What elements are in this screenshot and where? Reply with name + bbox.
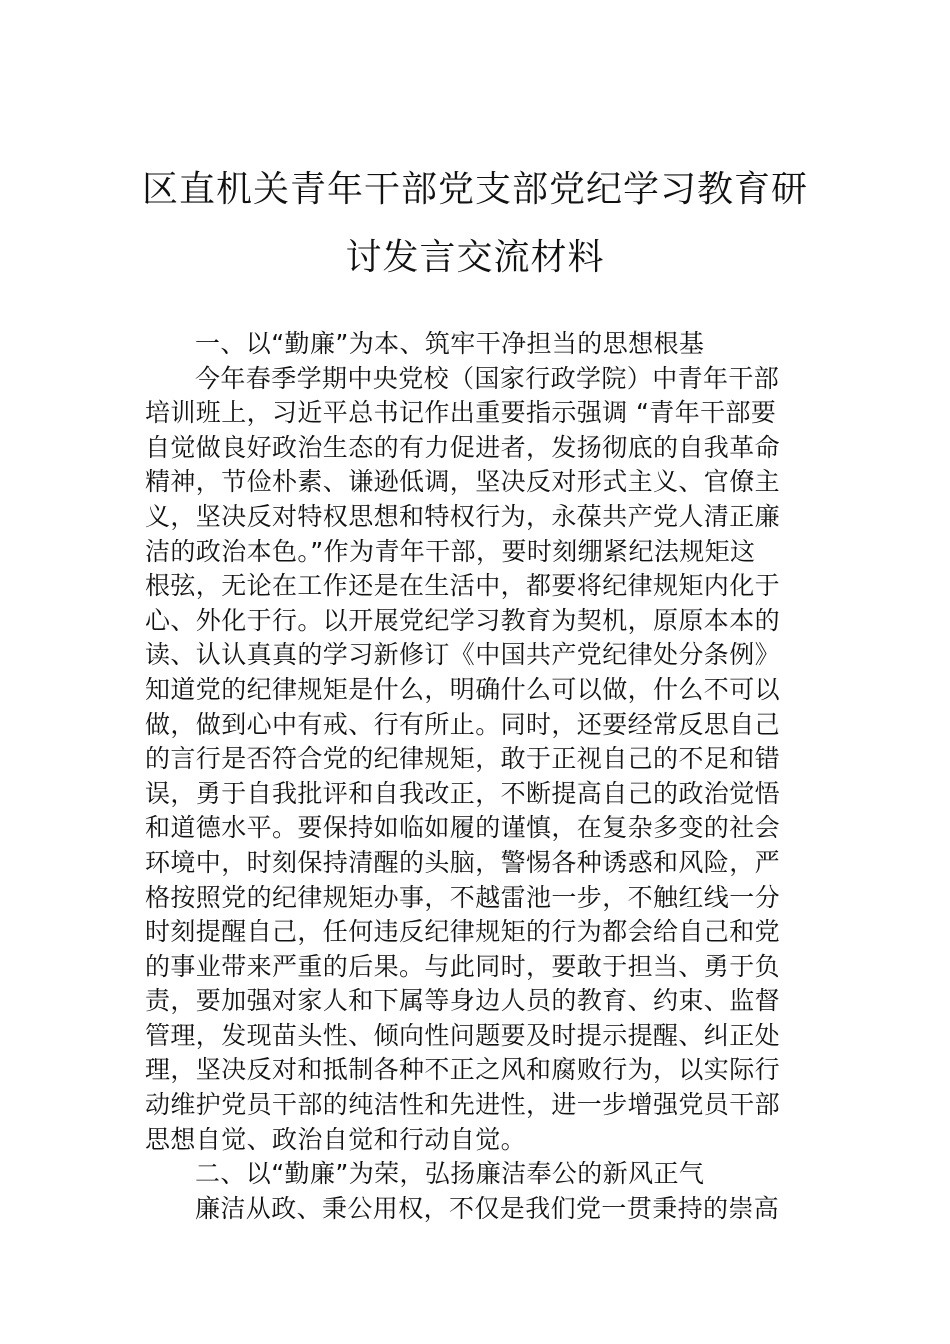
text-line: 时刻提醒自己，任何违反纪律规矩的行为都会给自己和党 bbox=[145, 917, 781, 947]
text-line: 理，坚决反对和抵制各种不正之风和腐败行为，以实际行 bbox=[145, 1055, 781, 1085]
text-line: 知道党的纪律规矩是什么，明确什么可以做，什么不可以 bbox=[145, 674, 781, 704]
document-body bbox=[145, 327, 815, 1226]
text-line: 一、以“勤廉”为本、筑牢干净担当的思想根基 bbox=[195, 329, 705, 358]
text-line: 心、外化于行。以开展党纪学习教育为契机，原原本本的 bbox=[145, 605, 781, 635]
text-line: 动维护党员干部的纯洁性和先进性，进一步增强党员干部 bbox=[145, 1090, 781, 1120]
text-line: 环境中，时刻保持清醒的头脑，警惕各种诱惑和风险，严 bbox=[145, 847, 781, 877]
text-line: 廉洁从政、秉公用权，不仅是我们党一贯秉持的崇高 bbox=[195, 1193, 780, 1223]
text-line: 培训班上，习近平总书记作出重要指示强调 “青年干部要 bbox=[145, 398, 777, 428]
text-line: 义，坚决反对特权思想和特权行为，永葆共产党人清正廉 bbox=[145, 501, 781, 531]
text-line: 责，要加强对家人和下属等身边人员的教育、约束、监督 bbox=[145, 986, 781, 1016]
text-line: 的言行是否符合党的纪律规矩，敢于正视自己的不足和错 bbox=[145, 744, 781, 774]
text-line: 精神，节俭朴素、谦逊低调，坚决反对形式主义、官僚主 bbox=[145, 467, 781, 497]
text-line: 管理，发现苗头性、倾向性问题要及时提示提醒、纠正处 bbox=[145, 1020, 781, 1050]
text-line: 根弦，无论在工作还是在生活中，都要将纪律规矩内化于 bbox=[145, 571, 781, 601]
document-title-line-2: 讨发言交流材料 bbox=[345, 237, 605, 278]
text-line: 自觉做良好政治生态的有力促进者，发扬彻底的自我革命 bbox=[145, 432, 781, 462]
text-line: 二、以“勤廉”为荣，弘扬廉洁奉公的新风正气 bbox=[195, 1159, 705, 1189]
text-line: 今年春季学期中央党校（国家行政学院）中青年干部 bbox=[195, 363, 780, 393]
text-line: 和道德水平。要保持如临如履的谨慎，在复杂多变的社会 bbox=[145, 813, 781, 843]
text-line: 做，做到心中有戒、行有所止。同时，还要经常反思自己 bbox=[145, 709, 781, 739]
text-line: 格按照党的纪律规矩办事，不越雷池一步，不触红线一分 bbox=[145, 882, 781, 912]
text-line: 洁的政治本色。”作为青年干部，要时刻绷紧纪法规矩这 bbox=[145, 536, 756, 566]
document-title-line-1: 区直机关青年干部党支部党纪学习教育研 bbox=[141, 169, 808, 210]
text-line: 读、认认真真的学习新修订《中国共产党纪律处分条例》 bbox=[145, 640, 781, 670]
text-line: 的事业带来严重的后果。与此同时，要敢于担当、勇于负 bbox=[145, 951, 781, 981]
text-line: 误，勇于自我批评和自我改正，不断提高自己的政治觉悟 bbox=[145, 778, 781, 808]
text-line: 思想自觉、政治自觉和行动自觉。 bbox=[145, 1124, 527, 1154]
